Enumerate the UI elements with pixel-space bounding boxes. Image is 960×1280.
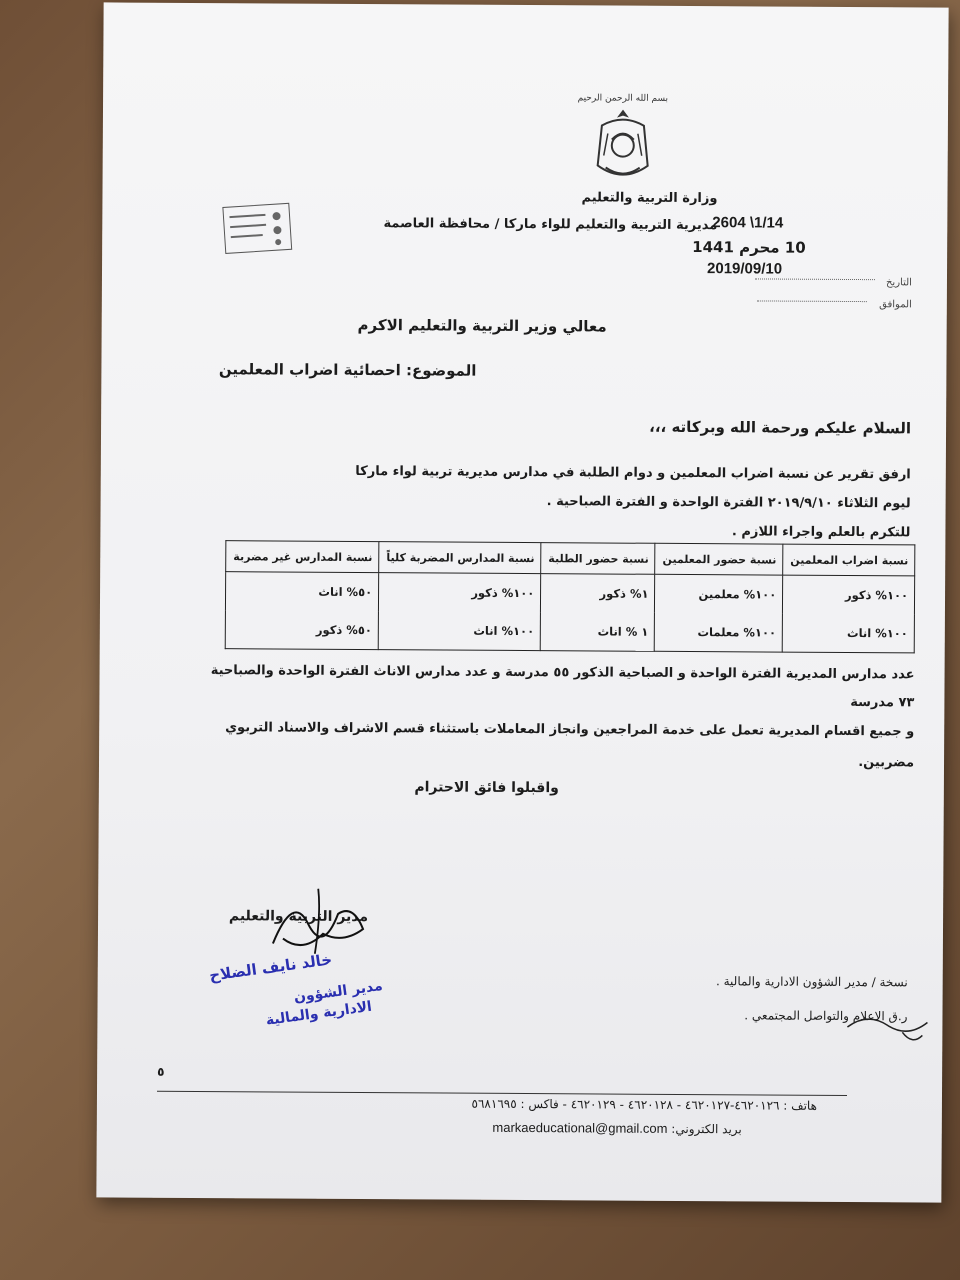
- copy-line-1: نسخة / مدير الشؤون الادارية والمالية .: [715, 974, 908, 990]
- table-header: نسبة حضور الطلبة: [541, 543, 655, 575]
- table-row: [225, 572, 914, 615]
- table-header: نسبة المدارس المضربة كلياً: [379, 542, 541, 574]
- initials-scribble-icon: [842, 1007, 932, 1048]
- letter-document: [96, 2, 948, 1202]
- hijri-date: 10 محرم 1441: [692, 238, 806, 257]
- small-stamp-icon: [221, 201, 294, 255]
- table-cell: ٥٠% ذكور: [225, 610, 378, 649]
- table-cell: ١٠٠% معلمين: [655, 574, 783, 613]
- table-cell: ١٠٠% ذكور: [379, 573, 541, 612]
- table-header: نسبة المدارس غير مضربة: [226, 541, 379, 573]
- email-address[interactable]: markaeducational@gmail.com: [492, 1119, 668, 1136]
- table-header: نسبة حضور المعلمين: [655, 543, 783, 575]
- date-label: التاريخ: [885, 277, 912, 289]
- page-mark: ٥: [157, 1064, 165, 1079]
- table-header: نسبة اضراب المعلمين: [783, 544, 915, 576]
- table-cell: ١% ذكور: [541, 574, 655, 613]
- addressee: معالي وزير التربية والتعليم الاكرم: [357, 315, 607, 336]
- body-paragraph-1: ارفق تقرير عن نسبة اضراب المعلمين و دوام الطلبة في مدارس مديرية تربية لواء ماركا: [355, 463, 911, 483]
- date-dotted-line: [755, 278, 875, 280]
- basmala: بسم الله الرحمن الرحيم: [577, 93, 669, 104]
- table-cell: ١٠٠% ذكور: [783, 575, 915, 614]
- body-paragraph-2: ليوم الثلاثاء ٢٠١٩/٩/١٠ الفترة الواحدة و الفترة الصباحية .: [546, 494, 911, 512]
- table-cell: ٥٠% اناث: [225, 572, 378, 611]
- subject-line: الموضوع: احصائية اضراب المعلمين: [218, 360, 477, 380]
- table-cell: ١ % اناث: [541, 612, 655, 651]
- signer-name-stamp: خالد نايف الضلاح: [208, 950, 334, 985]
- copy-line-2: ر.ق الاعلام والتواصل المجتمعي .: [744, 1008, 908, 1024]
- note-line-4: مضربين.: [858, 755, 915, 771]
- match-label: الموافق: [879, 299, 912, 311]
- signer-title: مدير التربية والتعليم: [228, 908, 369, 926]
- table-cell: ١٠٠% اناث: [378, 611, 540, 650]
- ministry-name: وزارة التربية والتعليم: [581, 190, 718, 207]
- greeting: السلام عليكم ورحمة الله وبركاته ،،،: [649, 417, 912, 438]
- table-header-row: [226, 541, 915, 576]
- footer-phones: هاتف : ٤٦٢٠١٢٦-٤٦٢٠١٢٧ - ٤٦٢٠١٢٨ - ٤٦٢٠١٢٩ - فاكس : ٥٦٨١٦٩٥: [471, 1096, 817, 1113]
- directorate-name: مديرية التربية والتعليم للواء ماركا / محافظة العاصمة: [383, 216, 718, 234]
- signer-role-stamp: مدير الشؤون: [292, 978, 384, 1006]
- table-cell: ١٠٠% معلمات: [655, 613, 783, 652]
- gregorian-date: 2019/09/10: [706, 260, 783, 278]
- footer-email-row: [492, 1120, 741, 1137]
- table-row: [225, 610, 914, 653]
- note-line-2: ٧٣ مدرسة: [850, 695, 915, 711]
- note-line-3: و جميع اقسام المديرية تعمل على خدمة المراجعين وانجاز المعاملات باستثناء قسم الاشراف والاسناد التربوي: [225, 720, 915, 740]
- body-paragraph-3: للتكرم بالعلم واجراء اللازم .: [731, 524, 911, 541]
- closing-phrase: واقبلوا فائق الاحترام: [414, 779, 559, 797]
- footer-divider: [157, 1091, 847, 1096]
- jordan-emblem-icon: [588, 105, 658, 187]
- table-cell: ١٠٠% اناث: [782, 614, 914, 653]
- note-line-1: عدد مدارس المديرية الفترة الواحدة و الصباحية الذكور ٥٥ مدرسة و عدد مدارس الاناث الفترة الواحدة والصباحية: [210, 663, 915, 683]
- email-label: بريد الكتروني:: [671, 1121, 742, 1137]
- reference-number: 2604 \1/14: [712, 214, 784, 232]
- signer-dept-stamp: الادارية والمالية: [265, 998, 374, 1029]
- match-dotted-line: [757, 300, 867, 302]
- strike-statistics-table: [225, 540, 916, 653]
